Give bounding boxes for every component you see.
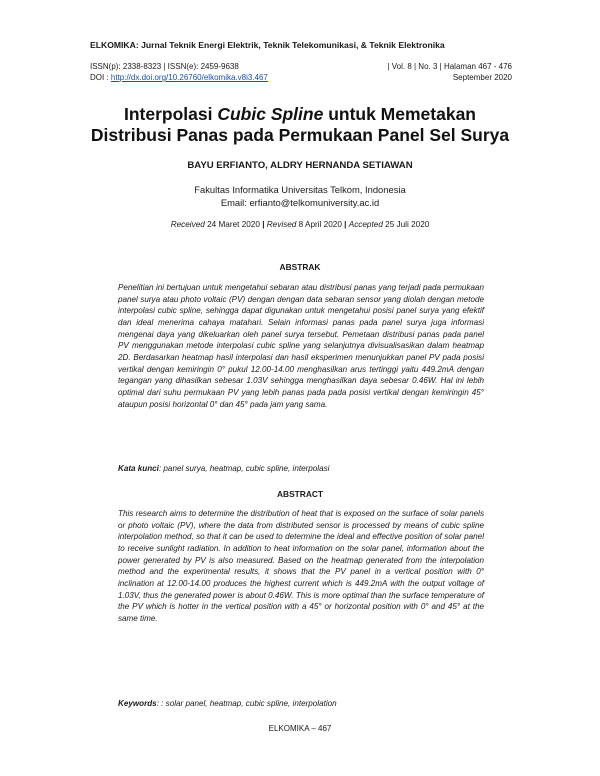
issn-info: ISSN(p): 2338-8323 | ISSN(e): 2459-9638 — [90, 62, 239, 71]
accepted-date: 25 Juli 2020 — [382, 220, 430, 229]
doi-row — [90, 73, 512, 82]
affiliation: Fakultas Informatika Universitas Telkom, Indonesia — [194, 184, 406, 195]
abstrak-heading: ABSTRAK — [279, 262, 321, 272]
title-line2: Distribusi Panas pada Permukaan Panel Sel Surya — [90, 125, 510, 145]
doi-label: DOI : — [90, 73, 111, 82]
revised-date: 8 April 2020 — [296, 220, 345, 229]
keywords-values: : : solar panel, heatmap, cubic spline, interpolation — [156, 699, 337, 708]
title-part2: untuk Memetakan — [323, 104, 477, 124]
date-separator: | — [262, 220, 265, 229]
title-part1: Interpolasi — [123, 104, 218, 124]
abstract-text: This research aims to determine the distribution of heat that is exposed on the surface of solar panels or photo voltaic (PV), where the data from distributed sensor is processed by means of cubic spline interpolation method, so that it can be used to determine the ideal and effective position of solar panel to receive sunlight radiation. In addition to heat information on the solar panel, information about the power generated by PV is also measured. Based on the heatmap generated from the interpolation method and the experimental results, it shows that the PV panel in a vertical position with 0° inclination at 12.00-14.00 produces the highest current which is 449.2mA with the output voltage of 1.03V, thus the generated power is about 0.46W. This is more optimal than the surface temperature of the PV which is hotter in the vertical position with a 45° or horizontal position with 0° and 45° at the same time. — [118, 509, 484, 623]
kata-kunci — [118, 464, 498, 473]
authors: BAYU ERFIANTO, ALDRY HERNANDA SETIAWAN — [187, 160, 413, 171]
date-separator: | — [344, 220, 347, 229]
journal-name: ELKOMIKA: Jurnal Teknik Energi Elektrik, Teknik Telekomunikasi, & Teknik Elektronika — [90, 40, 445, 50]
affiliation-block — [40, 183, 560, 209]
received-label: Received — [170, 220, 205, 229]
publication-date: September 2020 — [452, 73, 512, 82]
title-italic: Cubic Spline — [217, 104, 324, 124]
issn-row — [90, 62, 512, 71]
doi — [90, 73, 268, 82]
kata-kunci-values: : panel surya, heatmap, cubic spline, interpolasi — [158, 464, 330, 473]
keywords — [118, 699, 498, 708]
doi-link[interactable]: http://dx.doi.org/10.26760/elkomika.v8i3.467 — [110, 73, 268, 82]
accepted-label: Accepted — [348, 220, 383, 229]
page-footer: ELKOMIKA – 467 — [268, 724, 332, 733]
kata-kunci-label: Kata kunci — [118, 464, 159, 473]
email: Email: erfianto@telkomuniversity.ac.id — [220, 197, 380, 208]
submission-dates — [40, 220, 560, 229]
keywords-label: Keywords — [118, 699, 157, 708]
volume-info: | Vol. 8 | No. 3 | Halaman 467 - 476 — [387, 62, 512, 71]
received-date: 24 Maret 2020 — [204, 220, 263, 229]
revised-label: Revised — [266, 220, 297, 229]
paper-title — [40, 104, 560, 146]
abstrak-text: Penelitian ini bertujuan untuk mengetahui sebaran atau distribusi panas yang terjadi pada permukaan panel surya atau photo voltaic (PV) dengan dengan data sebaran sensor yang diolah dengan metode interpolasi cubic spline, sehingga dapat digunakan untuk mengetahui posisi panel surya yang efektif dan ideal menerima cahaya matahari. Selain informasi panas pada panel surya juga informasi mengenai daya yang dikeluarkan oleh panel surya tersebut. Pemetaan distribusi panas pada panel PV menggunakan metode interpolasi cubic spline yang selanjutnya divisualisasikan dalam heatmap 2D. Berdasarkan heatmap hasil interpolasi dan hasil eksperimen menunjukkan panel PV pada posisi vertikal dengan kemiringin 0° pukul 12.00-14.00 menghasilkan arus tertinggi yaitu 449.2mA dengan tegangan yang dihasilkan sebesar 1.03V sehingga menghasilkan daya sebesar 0.46W. Hal ini lebih optimal dari suhu permukaan PV yang lebih panas pada pada posisi vertikal dengan kemiringin 45° ataupun posisi horizontal 0° dan 45° pada jam yang sama. — [118, 283, 484, 409]
abstract-heading: ABSTRACT — [276, 489, 324, 499]
